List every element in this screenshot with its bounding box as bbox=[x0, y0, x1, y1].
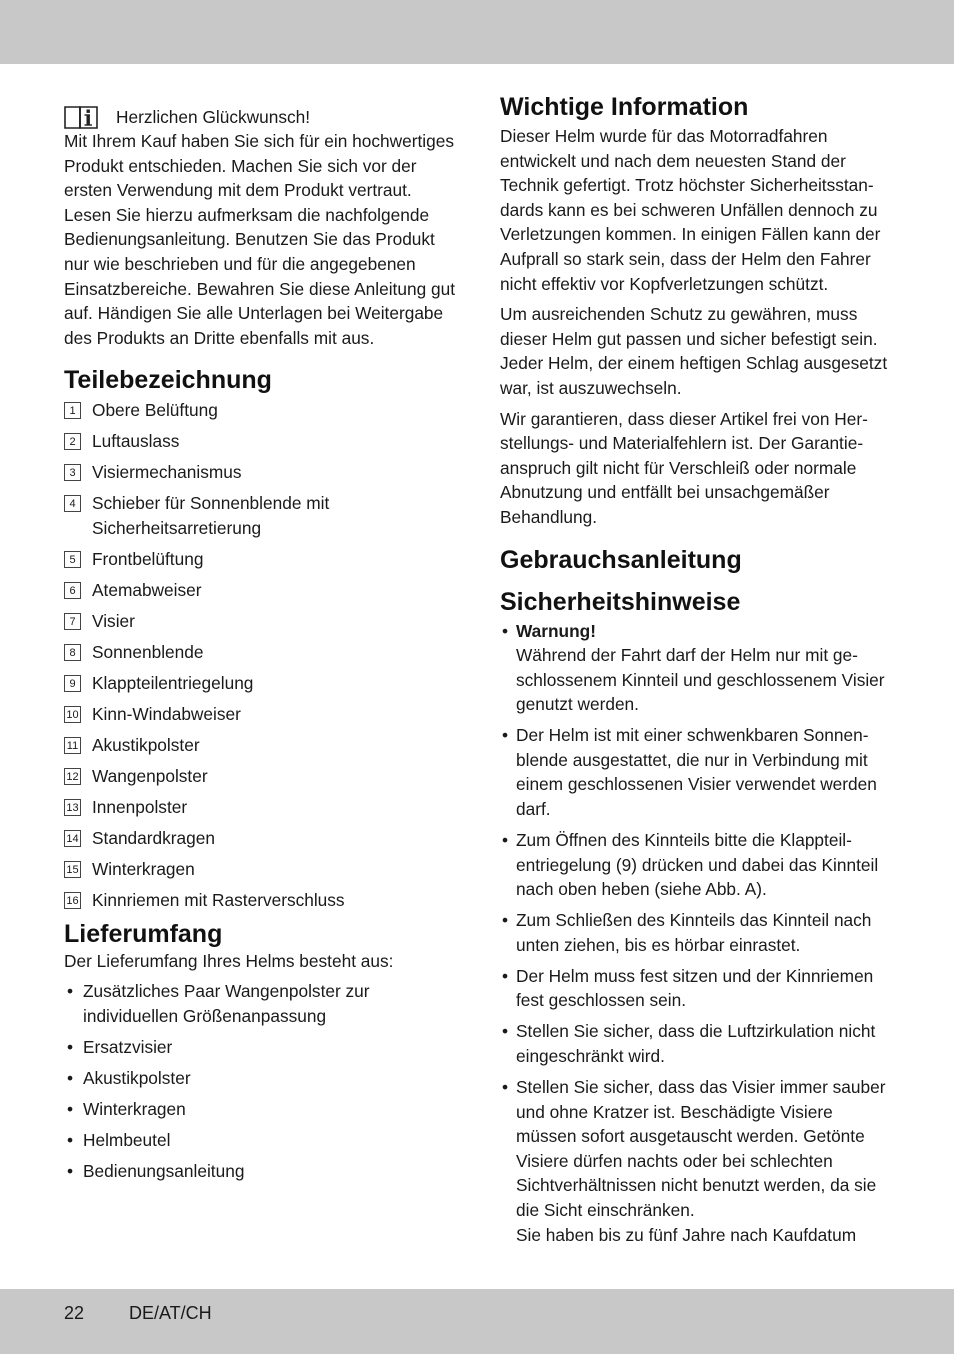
important-title: Wichtige Information bbox=[500, 93, 749, 121]
list-item: • Winterkragen bbox=[64, 1097, 456, 1122]
important-paragraph: Wir garantieren, dass dieser Artikel frei von Herstellungs- und Materialfehlern ist. Der Garantieanspruch gilt nicht für Verschleiß oder normale Abnutzung und entfällt bei unsachgemäßer Behandlung. bbox=[500, 408, 868, 527]
list-item: 14 Standardkragen bbox=[64, 826, 456, 851]
list-item: 5 Frontbelüftung bbox=[64, 547, 456, 572]
list-item: 16 Kinnriemen mit Rasterverschluss bbox=[64, 888, 456, 913]
list-item: 11 Akustikpolster bbox=[64, 733, 456, 758]
list-item: 10 Kinn-Windabweiser bbox=[64, 702, 456, 727]
list-item: 3 Visiermechanismus bbox=[64, 460, 456, 485]
locale-label: DE/AT/CH bbox=[129, 1303, 212, 1323]
warning-text: Während der Fahrt darf der Helm nur mit geschlossenem Kinnteil und geschlossenem Visier genutzt werden. bbox=[516, 645, 885, 715]
list-item: 13 Innenpolster bbox=[64, 795, 456, 820]
page-number: 22 bbox=[64, 1303, 85, 1323]
list-item: 4 Schieber für Sonnenblende mit Sicherheitsarretierung bbox=[64, 491, 456, 540]
list-item: • Helmbeutel bbox=[64, 1128, 456, 1153]
list-item: • Zum Öffnen des Kinnteils bitte die Klappteilentriegelung (9) drücken und dabei das Kinnteil nach oben heben (siehe Abb. A). bbox=[500, 828, 895, 902]
safety-title: Sicherheitshinweise bbox=[500, 587, 741, 616]
trailing-line: Sie haben bis zu fünf Jahre nach Kaufdatum bbox=[516, 1224, 857, 1245]
warning-label: • Warnung! bbox=[516, 620, 596, 641]
delivery-title: Lieferumfang bbox=[64, 919, 223, 948]
important-paragraph: Um ausreichenden Schutz zu gewähren, muss dieser Helm gut passen und sicher befestigt sein. Jeder Helm, der einem heftigen Schlag ausgesetzt war, ist auszuwechseln. bbox=[500, 304, 888, 398]
read-manual-icon bbox=[64, 104, 98, 130]
list-item: 1 Obere Belüftung bbox=[64, 398, 456, 423]
list-item: • Akustikpolster bbox=[64, 1066, 456, 1091]
delivery-list bbox=[64, 979, 456, 1183]
list-item: • Zum Schließen des Kinnteils das Kinnteil nach unten ziehen, bis es hörbar einrastet. bbox=[500, 908, 895, 957]
list-item: 6 Atemabweiser bbox=[64, 578, 456, 603]
list-item: 12 Wangenpolster bbox=[64, 764, 456, 789]
footer-bar bbox=[0, 1289, 954, 1354]
safety-list bbox=[500, 619, 895, 1248]
delivery-intro: Der Lieferumfang Ihres Helms besteht aus: bbox=[64, 950, 394, 971]
list-item: 8 Sonnenblende bbox=[64, 640, 456, 665]
list-item: 9 Klappteilentriegelung bbox=[64, 671, 456, 696]
list-item: • Stellen Sie sicher, dass das Visier immer sauber und ohne Kratzer ist. Beschädigte Visiere müssen sofort ausgetauscht werden. Getönte Visiere dürfen nachts oder bei schlechten Sichtverhältnissen nicht benutzt werden, da sie die Sicht einschränken. Sie haben bis zu fünf Jahre nach Kaufdatum bbox=[500, 1075, 895, 1247]
header-bar bbox=[0, 0, 954, 64]
intro-heading-row bbox=[64, 96, 456, 130]
list-item: • Zusätzliches Paar Wangenpolster zur individuellen Größenanpassung bbox=[64, 979, 383, 1028]
left-column bbox=[64, 96, 456, 1190]
list-item bbox=[500, 619, 895, 717]
list-item: • Der Helm muss fest sitzen und der Kinnriemen fest geschlossen sein. bbox=[500, 964, 895, 1013]
list-item: 7 Visier bbox=[64, 609, 456, 634]
right-column bbox=[500, 92, 895, 1247]
parts-list bbox=[64, 398, 456, 912]
list-item: • Bedienungsanleitung bbox=[64, 1159, 456, 1184]
list-item: 2 Luftauslass bbox=[64, 429, 456, 454]
list-item: 15 Winterkragen bbox=[64, 857, 456, 882]
intro-heading: Herzlichen Glückwunsch! bbox=[116, 107, 311, 128]
list-item: • Ersatzvisier bbox=[64, 1035, 456, 1060]
list-item: • Stellen Sie sicher, dass die Luftzirkulation nicht eingeschränkt wird. bbox=[500, 1019, 895, 1068]
usage-title: Gebrauchsanleitung bbox=[500, 545, 742, 574]
intro-paragraph: Mit Ihrem Kauf haben Sie sich für ein hochwertiges Produkt entschieden. Machen Sie sich vor der ersten Verwendung mit dem Produkt vertraut. Lesen Sie hierzu aufmerksam die nachfolgende Bedienungsanleitung. Benutzen Sie das Produkt nur wie beschrieben und für die angegebenen Einsatzbereiche. Bewahren Sie diese Anleitung gut auf. Händigen Sie alle Unterlagen bei Weitergabe des Produkts an Dritte ebenfalls mit aus. bbox=[64, 131, 456, 348]
parts-title: Teilebezeichnung bbox=[64, 366, 272, 395]
list-item: • Der Helm ist mit einer schwenkbaren Sonnenblende ausgestattet, die nur in Verbindung mit einem geschlossenen Visier verwendet werden darf. bbox=[500, 723, 895, 821]
important-paragraph: Dieser Helm wurde für das Motorradfahren entwickelt und nach dem neuesten Stand der Technik gefertigt. Trotz höchster Sicherheitsstandards kann es bei schweren Unfällen dennoch zu Verletzungen kommen. In einigen Fällen kann der Aufprall so stark sein, dass der Helm den Fahrer nicht effektiv vor Kopfverletzungen schützt. bbox=[500, 126, 881, 294]
